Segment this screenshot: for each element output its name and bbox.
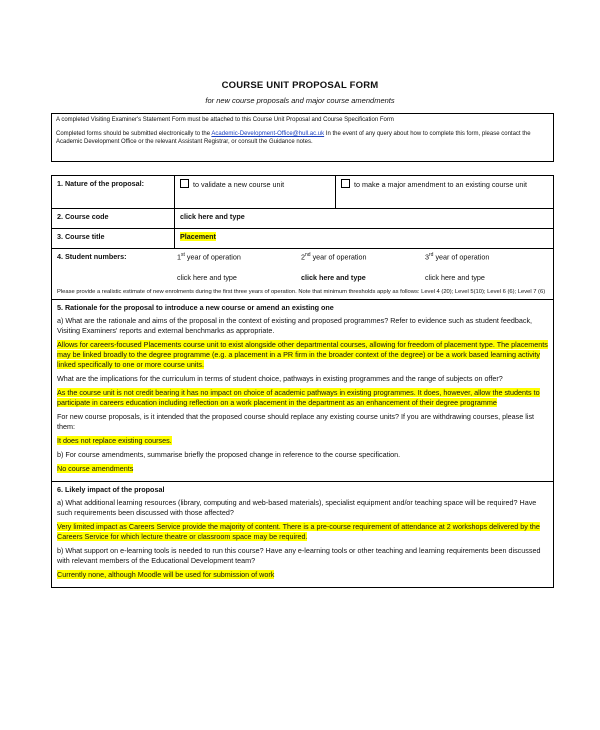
section5-answer-c[interactable]: It does not replace existing courses. bbox=[57, 436, 172, 446]
section5-answer-a[interactable]: Allows for careers-focused Placements course unit to exist alongside other departmental courses, allowing for freedom of placement type. The placements may be linked broadly to the degree programme (e.g. a placement in a PR firm in the broader context of the degree) or be a work based learning activity linked specifically to one or more course units. bbox=[57, 340, 548, 370]
year2-heading: 2nd year of operation bbox=[301, 252, 367, 262]
year1-field[interactable]: click here and type bbox=[177, 273, 237, 283]
intro-box bbox=[51, 113, 554, 162]
year3-field[interactable]: click here and type bbox=[425, 273, 485, 283]
title-value: Placement bbox=[180, 232, 216, 241]
section5-heading: 5. Rationale for the proposal to introduce a new course or amend an existing one bbox=[57, 303, 334, 313]
row-students bbox=[52, 249, 554, 300]
nature-option-1[interactable] bbox=[175, 176, 336, 209]
title-field[interactable] bbox=[175, 229, 554, 249]
students-cell bbox=[52, 249, 554, 300]
row-nature bbox=[52, 176, 554, 209]
year3-heading: 3rd year of operation bbox=[425, 252, 490, 262]
nature-option-2-text: to make a major amendment to an existing course unit bbox=[354, 180, 527, 189]
row-section6 bbox=[52, 482, 554, 588]
nature-option-2[interactable] bbox=[336, 176, 554, 209]
students-note: Please provide a realistic estimate of new enrolments during the first three years of operation. Note that minimum thresholds apply as follows: Level 4 (20); Level 5(10); Level 6 (6); Level 7 (6) bbox=[57, 289, 546, 296]
title-label: 3. Course title bbox=[52, 229, 175, 249]
section6-question-a: a) What additional learning resources (library, computing and web-based materials), specialist equipment and/or teaching space will be required? Have such requirements been discussed with those affected? bbox=[57, 498, 537, 518]
row-code bbox=[52, 209, 554, 229]
row-title bbox=[52, 229, 554, 249]
nature-label: 1. Nature of the proposal: bbox=[52, 176, 175, 209]
section5-answer-d[interactable]: No course amendments bbox=[57, 464, 134, 474]
code-label: 2. Course code bbox=[52, 209, 175, 229]
section5-question-a: a) What are the rationale and aims of the proposal in the context of existing and proposed programmes? Refer to evidence such as student feedback, Visiting Examiners' reports and external benchmarks as appropriate. bbox=[57, 316, 533, 336]
year2-field[interactable]: click here and type bbox=[301, 273, 366, 283]
checkbox-new-unit[interactable] bbox=[180, 179, 189, 188]
nature-option-1-text: to validate a new course unit bbox=[193, 180, 285, 189]
year1-heading: 1st year of operation bbox=[177, 252, 241, 262]
section6-question-b: b) What support on e-learning tools is needed to run this course? Have any e-learning tools or other teaching and learning requirements been discussed with relevant members of the Educational Development team? bbox=[57, 546, 541, 566]
row-section5 bbox=[52, 300, 554, 482]
section5-answer-b[interactable]: As the course unit is not credit bearing it has no impact on choice of academic pathways in existing programmes. It does, however, allow the students to participate in careers education including reflection on a work placement in the department as an enhancement of their degree programme bbox=[57, 388, 540, 408]
section6-heading: 6. Likely impact of the proposal bbox=[57, 485, 165, 495]
students-grid bbox=[177, 252, 545, 282]
section5-question-c: For new course proposals, is it intended that the proposed course should replace any existing course units? If you are withdrawing courses, please list them: bbox=[57, 412, 535, 432]
section5-cell bbox=[52, 300, 554, 482]
section6-cell bbox=[52, 482, 554, 588]
checkbox-amendment[interactable] bbox=[341, 179, 350, 188]
intro-line2-a: Completed forms should be submitted electronically to the bbox=[56, 131, 211, 137]
section5-question-d: b) For course amendments, summarise briefly the proposed change in reference to the course specification. bbox=[57, 450, 401, 460]
form-subtitle: for new course proposals and major course amendments bbox=[205, 96, 395, 105]
email-link[interactable]: Academic-Development-Office@hull.ac.uk bbox=[211, 131, 325, 137]
section5-question-b: What are the implications for the curriculum in terms of student choice, pathways in existing programmes and the range of subjects on offer? bbox=[57, 374, 503, 384]
form-title: COURSE UNIT PROPOSAL FORM bbox=[221, 80, 379, 91]
intro-line1: A completed Visiting Examiner's Statement Form must be attached to this Course Unit Proposal and Course Specification Form bbox=[56, 117, 394, 123]
intro-line2-b: In the event of any query about how to complete this form, please contact the Academic Development Office or the relevant Assistant Registrar, or consult the Guidance notes. bbox=[56, 131, 531, 145]
section6-answer-b[interactable]: Currently none, although Moodle will be used for submission of work bbox=[57, 570, 275, 580]
intro-line2 bbox=[56, 130, 549, 146]
section6-answer-a[interactable]: Very limited impact as Careers Service provide the majority of content. There is a pre-course requirement of attendance at 2 workshops delivered by the Careers Service for which lecture theatre or classroom space may be required. bbox=[57, 522, 540, 542]
code-field[interactable]: click here and type bbox=[175, 209, 554, 229]
students-label: 4. Student numbers: bbox=[57, 252, 127, 261]
proposal-form-table bbox=[51, 175, 554, 588]
